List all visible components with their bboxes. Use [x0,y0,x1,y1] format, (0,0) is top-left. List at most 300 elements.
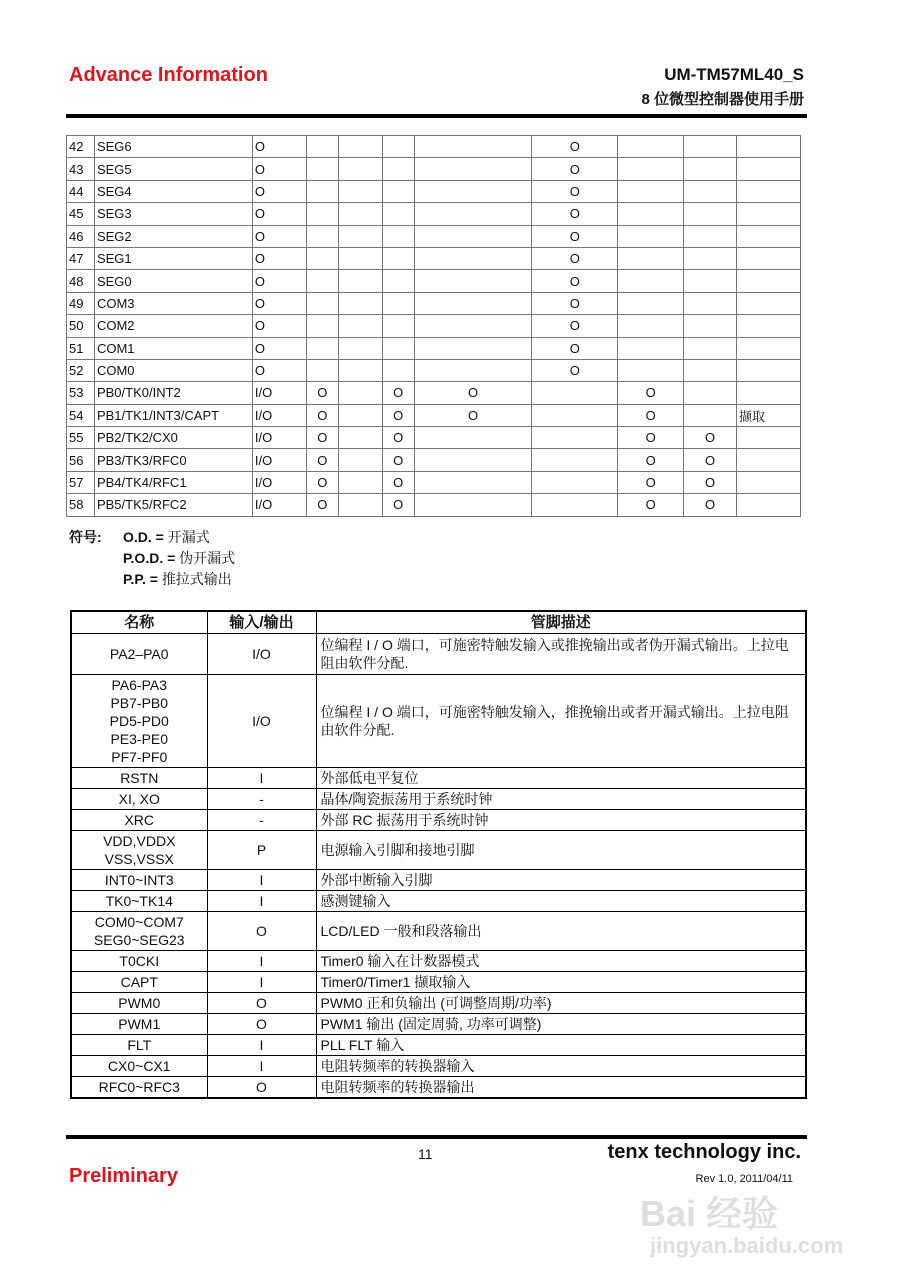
function-mark: O [684,471,737,493]
empty-cell [618,158,684,180]
pin-group-line: CX0~CX1 [107,1058,171,1074]
empty-cell [532,494,618,516]
empty-cell [684,270,737,292]
pin-number: 58 [67,494,95,516]
pin-name: SEG0 [94,270,252,292]
function-mark: O [306,427,338,449]
empty-cell [306,225,338,247]
revision-date: Rev 1.0, 2011/04/11 [695,1173,793,1185]
function-mark: O [532,180,618,202]
function-mark: O [618,427,684,449]
pin-io-type: O [252,315,306,337]
io-type: I/O [207,675,316,768]
function-mark: O [618,471,684,493]
empty-cell [684,337,737,359]
pin-group-line: PWM0 [118,995,161,1011]
legend-value: 伪开漏式 [179,550,236,566]
watermark-url: jingyan.baidu.com [650,1232,844,1258]
pin-io-type: O [252,337,306,359]
pin-number: 47 [67,247,95,269]
empty-cell [684,225,737,247]
pin-name: PB3/TK3/RFC0 [94,449,252,471]
table-row [71,912,806,951]
pin-group-name [71,1056,207,1077]
pin-group-line: VSS,VSSX [104,851,174,867]
table-row [71,1035,806,1056]
table-row [71,951,806,972]
pin-name: PB2/TK2/CX0 [94,427,252,449]
pin-io-type: I/O [252,494,306,516]
table-row [67,337,801,359]
empty-cell [306,247,338,269]
pin-io-type: O [252,225,306,247]
pin-name: SEG2 [94,225,252,247]
empty-cell [414,292,532,314]
empty-cell [684,404,737,426]
pin-number: 46 [67,225,95,247]
io-type: O [207,1077,316,1099]
table-row [67,180,801,202]
table-row [71,789,806,810]
function-mark: O [532,158,618,180]
empty-cell [382,180,414,202]
pin-description: 外部低电平复位 [316,768,806,789]
pin-number: 50 [67,315,95,337]
function-mark: O [532,247,618,269]
pin-group-line: COM0~COM7 [94,914,184,930]
empty-cell [737,247,801,269]
empty-cell [618,180,684,202]
function-mark: O [684,449,737,471]
empty-cell [684,247,737,269]
empty-cell [618,292,684,314]
pin-description: 电阻转频率的转换器输入 [316,1056,806,1077]
empty-cell [338,471,382,493]
empty-cell [684,359,737,381]
empty-cell [618,247,684,269]
pin-description: 外部 RC 振荡用于系统时钟 [316,810,806,831]
symbol-legend [69,527,235,590]
pin-name: COM0 [94,359,252,381]
table-row [67,247,801,269]
empty-cell [306,359,338,381]
table-row [71,831,806,870]
pin-group-name [71,870,207,891]
pin-function-table [66,135,801,517]
empty-cell [382,225,414,247]
empty-cell [532,471,618,493]
legend-value: 推拉式输出 [161,571,232,587]
empty-cell [684,315,737,337]
empty-cell [684,203,737,225]
header-name: 名称 [71,611,207,634]
empty-cell [618,270,684,292]
table-row [67,158,801,180]
empty-cell [618,203,684,225]
advance-information-label: Advance Information [69,64,268,86]
pin-group-name [71,912,207,951]
pin-group-line: PD5-PD0 [109,713,169,729]
empty-cell [737,382,801,404]
table-row [71,870,806,891]
empty-cell [414,180,532,202]
pin-io-type: I/O [252,471,306,493]
empty-cell [737,337,801,359]
empty-cell [338,427,382,449]
function-mark: O [684,494,737,516]
io-type: O [207,1014,316,1035]
empty-cell [382,270,414,292]
empty-cell [338,247,382,269]
io-type: P [207,831,316,870]
pin-group-line: XRC [124,812,155,828]
pin-group-line: T0CKI [119,953,160,969]
empty-cell [414,203,532,225]
pin-description: LCD/LED 一般和段落输出 [316,912,806,951]
empty-cell [338,270,382,292]
document-id: UM-TM57ML40_S [664,65,804,84]
pin-name: COM1 [94,337,252,359]
function-mark: O [414,382,532,404]
preliminary-label: Preliminary [69,1165,178,1187]
table-row [67,292,801,314]
pin-group-name [71,1077,207,1099]
pin-number: 49 [67,292,95,314]
pin-group-line: PA6-PA3 [111,677,167,693]
empty-cell [532,449,618,471]
pin-io-type: O [252,270,306,292]
empty-cell [414,315,532,337]
table-row [67,359,801,381]
pin-note: 撷取 [737,404,801,426]
function-mark: O [532,225,618,247]
function-mark: O [306,494,338,516]
table-row [67,225,801,247]
empty-cell [737,315,801,337]
legend-key: O.D. = [123,529,164,545]
empty-cell [684,136,737,158]
function-mark: O [532,359,618,381]
empty-cell [382,247,414,269]
empty-cell [684,382,737,404]
empty-cell [737,494,801,516]
baidu-watermark [640,1194,843,1258]
empty-cell [338,292,382,314]
io-type: I [207,972,316,993]
empty-cell [618,225,684,247]
table-row [71,810,806,831]
function-mark: O [382,494,414,516]
empty-cell [414,247,532,269]
function-mark: O [532,337,618,359]
function-mark: O [382,382,414,404]
table-row [67,203,801,225]
pin-name: SEG3 [94,203,252,225]
pin-number: 53 [67,382,95,404]
pin-name: PB1/TK1/INT3/CAPT [94,404,252,426]
empty-cell [306,337,338,359]
pin-number: 55 [67,427,95,449]
pin-description: PWM1 输出 (固定周骑, 功率可调整) [316,1014,806,1035]
function-mark: O [306,471,338,493]
empty-cell [618,337,684,359]
legend-value: 开漏式 [167,529,210,545]
function-mark: O [306,382,338,404]
pin-group-line: TK0~TK14 [105,893,173,909]
pin-group-name [71,1014,207,1035]
table-row [67,270,801,292]
pin-name: PB5/TK5/RFC2 [94,494,252,516]
header-rule [66,114,807,118]
empty-cell [338,359,382,381]
pin-description: Timer0/Timer1 撷取输入 [316,972,806,993]
pin-description: PLL FLT 输入 [316,1035,806,1056]
pin-number: 54 [67,404,95,426]
empty-cell [684,158,737,180]
empty-cell [306,136,338,158]
empty-cell [737,158,801,180]
table-row [71,993,806,1014]
empty-cell [382,315,414,337]
pin-name: SEG6 [94,136,252,158]
empty-cell [618,315,684,337]
pin-description: 感测键输入 [316,891,806,912]
function-mark: O [382,404,414,426]
pin-name: PB4/TK4/RFC1 [94,471,252,493]
pin-io-type: O [252,203,306,225]
pin-description: 晶体/陶瓷振荡用于系统时钟 [316,789,806,810]
pin-group-name [71,993,207,1014]
io-type: I [207,768,316,789]
empty-cell [338,136,382,158]
io-type: - [207,810,316,831]
pin-io-type: I/O [252,382,306,404]
pin-description-table [70,610,807,1099]
pin-number: 43 [67,158,95,180]
table-row [71,972,806,993]
pin-group-name [71,831,207,870]
io-type: O [207,912,316,951]
pin-group-name [71,951,207,972]
empty-cell [737,292,801,314]
table-row [71,1056,806,1077]
empty-cell [382,158,414,180]
pin-group-line: PE3-PE0 [110,731,169,747]
empty-cell [414,270,532,292]
function-mark: O [306,404,338,426]
pin-group-line: PWM1 [118,1016,161,1032]
empty-cell [338,337,382,359]
pin-group-line: VDD,VDDX [103,833,176,849]
pin-description: 电阻转频率的转换器输出 [316,1077,806,1099]
empty-cell [306,180,338,202]
io-type: I [207,891,316,912]
watermark-brand: Bai 经验 [640,1193,779,1234]
table-row [67,494,801,516]
empty-cell [737,359,801,381]
table-row [71,1014,806,1035]
pin-number: 45 [67,203,95,225]
table-row [71,768,806,789]
pin-group-line: FLT [127,1037,152,1053]
io-type: I [207,1035,316,1056]
pin-group-name [71,810,207,831]
empty-cell [414,158,532,180]
io-type: I/O [207,634,316,675]
io-type: O [207,993,316,1014]
pin-number: 57 [67,471,95,493]
io-type: - [207,789,316,810]
empty-cell [382,292,414,314]
pin-io-type: O [252,359,306,381]
io-type: I [207,1056,316,1077]
function-mark: O [684,427,737,449]
pin-group-name [71,972,207,993]
table-header-row [71,611,806,634]
empty-cell [737,270,801,292]
empty-cell [414,471,532,493]
empty-cell [532,427,618,449]
table-row [67,471,801,493]
empty-cell [414,359,532,381]
pin-io-type: O [252,136,306,158]
table-row [67,449,801,471]
function-mark: O [382,427,414,449]
footer-rule [66,1135,807,1139]
table-row [67,136,801,158]
empty-cell [306,203,338,225]
empty-cell [338,225,382,247]
function-mark: O [382,471,414,493]
empty-cell [684,180,737,202]
legend-key: P.O.D. = [123,550,176,566]
empty-cell [382,203,414,225]
empty-cell [306,158,338,180]
function-mark: O [532,203,618,225]
pin-group-name [71,675,207,768]
empty-cell [382,337,414,359]
table-row [67,427,801,449]
empty-cell [414,337,532,359]
empty-cell [306,315,338,337]
empty-cell [306,292,338,314]
empty-cell [306,270,338,292]
empty-cell [414,494,532,516]
pin-number: 42 [67,136,95,158]
empty-cell [338,315,382,337]
empty-cell [382,359,414,381]
empty-cell [684,292,737,314]
pin-io-type: I/O [252,427,306,449]
pin-group-line: INT0~INT3 [104,872,174,888]
legend-label: 符号: [69,529,102,545]
empty-cell [737,225,801,247]
empty-cell [338,494,382,516]
pin-group-name [71,789,207,810]
pin-name: SEG4 [94,180,252,202]
pin-description: Timer0 输入在计数器模式 [316,951,806,972]
pin-name: PB0/TK0/INT2 [94,382,252,404]
pin-number: 44 [67,180,95,202]
empty-cell [737,180,801,202]
pin-description: 外部中断输入引脚 [316,870,806,891]
pin-group-line: SEG0~SEG23 [93,932,185,948]
function-mark: O [618,382,684,404]
function-mark: O [532,136,618,158]
pin-group-line: CAPT [120,974,158,990]
empty-cell [414,449,532,471]
function-mark: O [532,292,618,314]
pin-description: PWM0 正和负输出 (可调整周期/功率) [316,993,806,1014]
pin-group-line: XI, XO [118,791,160,807]
pin-io-type: O [252,180,306,202]
pin-group-name [71,1035,207,1056]
pin-description: 电源输入引脚和接地引脚 [316,831,806,870]
empty-cell [414,136,532,158]
header-io: 输入/输出 [207,611,316,634]
function-mark: O [618,404,684,426]
pin-name: COM2 [94,315,252,337]
pin-group-name [71,891,207,912]
pin-number: 52 [67,359,95,381]
empty-cell [737,136,801,158]
pin-group-line: PA2–PA0 [109,646,169,662]
table-row [67,315,801,337]
pin-name: SEG5 [94,158,252,180]
pin-group-line: RSTN [120,770,159,786]
legend-key: P.P. = [123,571,158,587]
table-row [67,404,801,426]
empty-cell [338,404,382,426]
pin-name: SEG1 [94,247,252,269]
function-mark: O [532,270,618,292]
company-name: tenx technology inc. [607,1141,801,1163]
pin-group-name [71,634,207,675]
empty-cell [338,158,382,180]
empty-cell [414,225,532,247]
function-mark: O [306,449,338,471]
empty-cell [338,203,382,225]
page-number: 11 [418,1146,433,1162]
pin-description: 位编程 I / O 端口，可施密特触发输入，推挽输出或者开漏式输出。上拉电阻由软件分配. [316,675,806,768]
pin-io-type: I/O [252,404,306,426]
function-mark: O [532,315,618,337]
pin-io-type: O [252,292,306,314]
pin-group-line: RFC0~RFC3 [98,1079,180,1095]
empty-cell [618,359,684,381]
pin-io-type: I/O [252,449,306,471]
pin-io-type: O [252,247,306,269]
empty-cell [338,449,382,471]
empty-cell [532,404,618,426]
function-mark: O [382,449,414,471]
empty-cell [737,427,801,449]
table-row [71,634,806,675]
pin-description: 位编程 I / O 端口，可施密特触发输入或推挽输出或者伪开漏式输出。上拉电阻由软件分配. [316,634,806,675]
pin-number: 51 [67,337,95,359]
function-mark: O [414,404,532,426]
io-type: I [207,870,316,891]
empty-cell [737,471,801,493]
table-row [71,675,806,768]
pin-name: COM3 [94,292,252,314]
pin-group-line: PF7-PF0 [111,749,168,765]
table-row [71,891,806,912]
empty-cell [737,449,801,471]
empty-cell [338,382,382,404]
pin-io-type: O [252,158,306,180]
empty-cell [532,382,618,404]
